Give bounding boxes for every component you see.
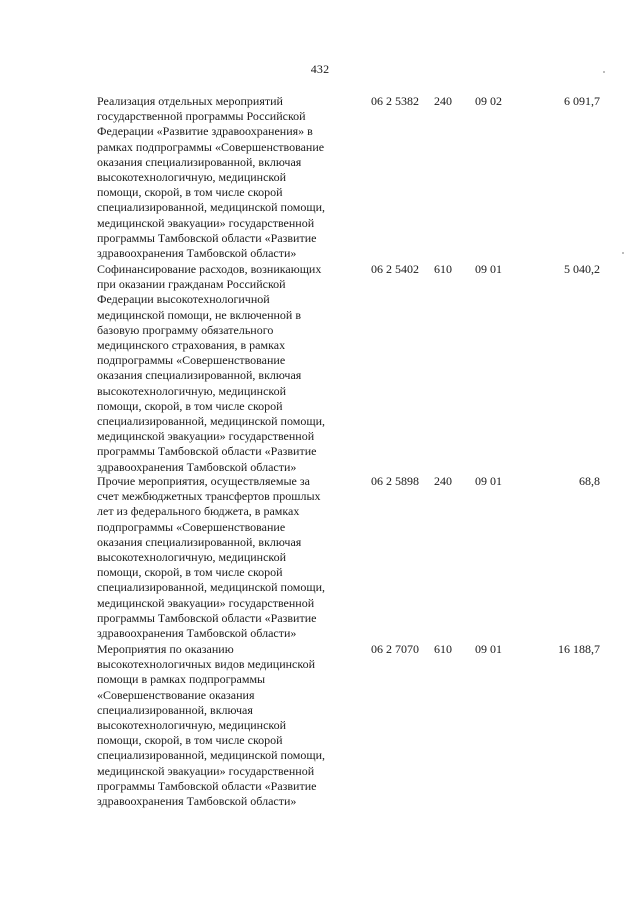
section-subsection-code: 09 01 <box>475 642 502 656</box>
row-description: Прочие мероприятия, осуществляемые за счет межбюджетных трансфертов прошлых лет из федерального бюджета, в рамках подпрограммы «Совершенствование оказания специализированной, включая высокотехнологичную, медицинской помощи, скорой, в том числе скорой специализированной, медицинской помощи, медицинской эвакуации» государственной программы Тамбовской области «Развитие здравоохранения Тамбовской области» <box>97 474 325 641</box>
target-article-code: 06 2 5898 <box>371 474 419 488</box>
expense-type-code: 610 <box>434 262 452 276</box>
margin-mark <box>603 71 605 73</box>
target-article-code: 06 2 5402 <box>371 262 419 276</box>
page-number: 432 <box>310 62 330 76</box>
section-subsection-code: 09 01 <box>475 474 502 488</box>
amount: 5 040,2 <box>564 262 600 276</box>
expense-type-code: 610 <box>434 642 452 656</box>
amount: 68,8 <box>579 474 600 488</box>
section-subsection-code: 09 02 <box>475 94 502 108</box>
target-article-code: 06 2 5382 <box>371 94 419 108</box>
amount: 16 188,7 <box>558 642 600 656</box>
margin-mark <box>622 252 624 254</box>
expense-type-code: 240 <box>434 94 452 108</box>
row-description: Софинансирование расходов, возникающих при оказании гражданам Российской Федерации высокотехнологичной медицинской помощи, не включенной в базовую программу обязательного медицинского страхования, в рамках подпрограммы «Совершенствование оказания специализированной, включая высокотехнологичную, медицинской помощи, скорой, в том числе скорой специализированной, медицинской помощи, медицинской эвакуации» государственной программы Тамбовской области «Развитие здравоохранения Тамбовской области» <box>97 262 325 474</box>
section-subsection-code: 09 01 <box>475 262 502 276</box>
row-description: Мероприятия по оказанию высокотехнологичных видов медицинской помощи в рамках подпрограммы «Совершенствование оказания специализированной, включая высокотехнологичную, медицинской помощи, скорой, в том числе скорой специализированной, медицинской помощи, медицинской эвакуации» государственной программы Тамбовской области «Развитие здравоохранения Тамбовской области» <box>97 642 325 809</box>
expense-type-code: 240 <box>434 474 452 488</box>
amount: 6 091,7 <box>564 94 600 108</box>
target-article-code: 06 2 7070 <box>371 642 419 656</box>
row-description: Реализация отдельных мероприятий государственной программы Российской Федерации «Развитие здравоохранения» в рамках подпрограммы «Совершенствование оказания специализированной, включая высокотехнологичную, медицинской помощи, скорой, в том числе скорой специализированной, медицинской помощи, медицинской эвакуации» государственной программы Тамбовской области «Развитие здравоохранения Тамбовской области» <box>97 94 325 261</box>
